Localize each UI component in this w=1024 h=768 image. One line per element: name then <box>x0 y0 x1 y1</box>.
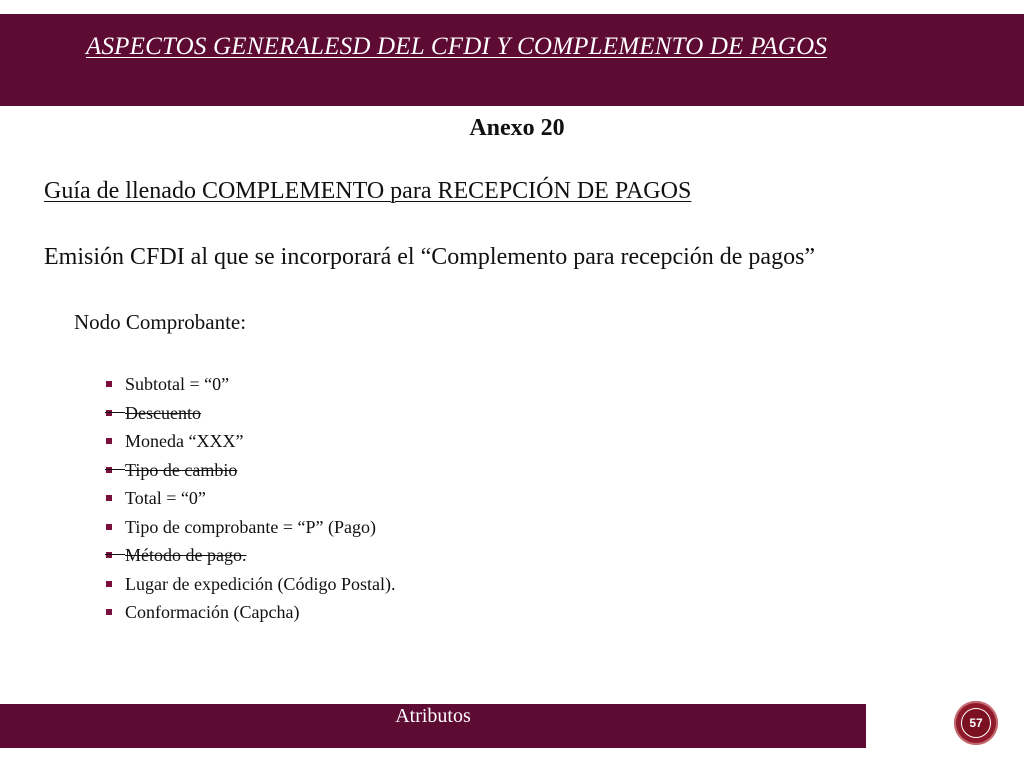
footer-label: Atributos <box>395 705 471 727</box>
node-label: Nodo Comprobante: <box>74 310 247 334</box>
list-item-text: Subtotal = “0” <box>125 374 230 394</box>
list-item-text: Moneda “XXX” <box>125 431 244 451</box>
bullet-icon <box>106 410 112 416</box>
emission-text: Emisión CFDI al que se incorporará el “Complemento para recepción de pagos” <box>44 244 816 270</box>
page-number-badge <box>954 701 998 745</box>
bullet-icon <box>106 524 112 530</box>
bullet-icon <box>106 495 112 501</box>
bullet-icon <box>106 609 112 615</box>
guide-heading: Guía de llenado COMPLEMENTO para RECEPCIÓN DE PAGOS <box>44 178 692 204</box>
anexo-heading: Anexo 20 <box>469 115 565 141</box>
list-item-text: Conformación (Capcha) <box>125 602 300 622</box>
page-number: 57 <box>969 716 983 730</box>
list-item-text: Descuento <box>125 402 201 423</box>
bullet-icon <box>106 552 112 558</box>
list-item-text: Total = “0” <box>125 488 206 508</box>
bullet-icon <box>106 438 112 444</box>
bullet-icon <box>106 381 112 387</box>
bullet-icon <box>106 467 112 473</box>
list-item-text: Tipo de comprobante = “P” (Pago) <box>125 516 376 537</box>
list-item-text: Método de pago. <box>125 545 247 565</box>
slide-title: ASPECTOS GENERALESD DEL CFDI Y COMPLEMENTO DE PAGOS <box>86 33 828 60</box>
list-item-text: Lugar de expedición (Código Postal). <box>125 573 396 594</box>
bullet-icon <box>106 581 112 587</box>
list-item-text: Tipo de cambio <box>125 459 238 480</box>
